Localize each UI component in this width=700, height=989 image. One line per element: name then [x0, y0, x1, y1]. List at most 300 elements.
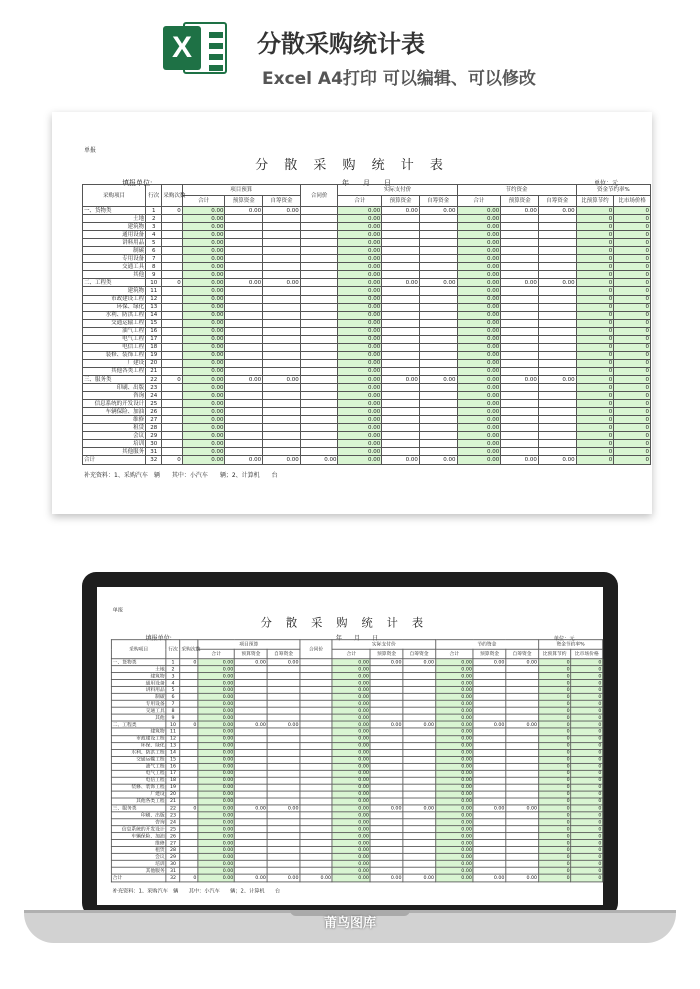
row-cell: 0.00 [457, 239, 501, 247]
purchase-table [111, 639, 603, 882]
row-cell [506, 701, 539, 708]
row-cell: 0.00 [198, 666, 235, 673]
row-cell: 0.00 [435, 791, 473, 798]
row-cell [235, 728, 268, 735]
row-cell: 0.00 [338, 456, 382, 464]
row-cell [403, 707, 436, 714]
row-cell [538, 392, 576, 400]
table-row [111, 714, 602, 721]
laptop-screen [97, 587, 603, 905]
row-cell: 0 [571, 833, 603, 840]
row-cell: 0.00 [198, 694, 235, 701]
table-row [83, 247, 651, 255]
row-cell: 0 [614, 359, 651, 367]
table-row [111, 707, 602, 714]
row-cell [538, 343, 576, 351]
header-budget-fund: 预算资金 [225, 196, 263, 207]
row-cell: 0.00 [338, 408, 382, 416]
row-cell [403, 833, 436, 840]
row-seq: 23 [146, 384, 162, 392]
row-cell [473, 728, 506, 735]
row-cell [382, 384, 420, 392]
row-cell: 0.00 [198, 756, 235, 763]
row-cell: 0.00 [332, 847, 370, 854]
row-item-name: 车辆保险、加油 [83, 408, 146, 416]
table-row [111, 798, 602, 805]
row-cell: 0.00 [338, 255, 382, 263]
table-row [111, 673, 602, 680]
row-cell [403, 735, 436, 742]
row-cell [235, 714, 268, 721]
row-cell: 0.00 [435, 673, 473, 680]
row-cell: 0.00 [435, 861, 473, 868]
row-count [162, 287, 182, 295]
row-cell [473, 826, 506, 833]
row-cell [403, 756, 436, 763]
row-cell: 0.00 [267, 805, 300, 812]
row-cell: 0.00 [457, 367, 501, 375]
row-seq: 12 [166, 735, 180, 742]
row-cell: 0 [614, 223, 651, 231]
row-cell: 0.00 [182, 367, 225, 375]
row-cell: 0.00 [332, 770, 370, 777]
row-cell: 0.00 [338, 375, 382, 383]
row-cell: 0.00 [435, 756, 473, 763]
date-label: 年 月 日 [335, 634, 379, 642]
row-count [180, 770, 198, 777]
row-cell: 0.00 [435, 714, 473, 721]
row-cell: 0.00 [198, 763, 235, 770]
row-cell [267, 777, 300, 784]
row-cell: 0 [576, 400, 614, 408]
row-cell: 0.00 [457, 448, 501, 456]
row-cell [300, 375, 338, 383]
row-item-name: 信息系统的开发设计 [83, 400, 146, 408]
row-cell: 0 [614, 247, 651, 255]
row-count [162, 408, 182, 416]
row-cell [538, 303, 576, 311]
row-cell: 0 [538, 798, 571, 805]
row-cell: 0.00 [457, 359, 501, 367]
row-cell [267, 673, 300, 680]
row-cell [300, 673, 333, 680]
row-item-name: 油气工程 [111, 763, 166, 770]
row-item-name: 培训 [83, 440, 146, 448]
row-cell: 0.00 [435, 847, 473, 854]
row-cell: 0.00 [457, 408, 501, 416]
row-cell [403, 777, 436, 784]
row-cell: 0 [538, 784, 571, 791]
row-cell: 0.00 [198, 742, 235, 749]
row-cell: 0 [571, 840, 603, 847]
row-count: 0 [162, 375, 182, 383]
row-cell: 0.00 [332, 875, 370, 882]
unit-label: 单位：元 [594, 180, 619, 187]
row-cell [538, 215, 576, 223]
row-cell [538, 295, 576, 303]
row-cell: 0.00 [332, 714, 370, 721]
row-cell [370, 742, 403, 749]
row-cell: 0.00 [538, 207, 576, 215]
row-cell [225, 271, 263, 279]
row-cell [501, 359, 539, 367]
row-cell: 0 [614, 384, 651, 392]
row-cell [263, 343, 301, 351]
row-cell: 0.00 [332, 701, 370, 708]
row-cell [501, 351, 539, 359]
row-seq: 28 [166, 847, 180, 854]
row-cell: 0.00 [435, 784, 473, 791]
row-cell [300, 784, 333, 791]
row-cell: 0.00 [435, 687, 473, 694]
row-cell: 0 [538, 666, 571, 673]
row-count: 0 [162, 456, 182, 464]
row-cell [419, 215, 457, 223]
row-cell [267, 694, 300, 701]
row-count: 0 [180, 875, 198, 882]
row-cell: 0.00 [332, 735, 370, 742]
row-cell [300, 247, 338, 255]
row-cell: 0.00 [182, 295, 225, 303]
row-cell: 0.00 [382, 375, 420, 383]
row-cell: 0 [571, 868, 603, 875]
row-seq: 11 [146, 287, 162, 295]
row-cell [267, 735, 300, 742]
banner-subtitle: Excel A4打印 可以编辑、可以修改 [262, 69, 536, 89]
row-cell: 0 [571, 763, 603, 770]
row-cell: 0.00 [182, 335, 225, 343]
table-row [111, 784, 602, 791]
row-cell: 0 [576, 327, 614, 335]
row-cell [403, 868, 436, 875]
row-count [162, 343, 182, 351]
row-cell: 0.00 [198, 680, 235, 687]
table-row [83, 392, 651, 400]
row-cell: 0 [614, 448, 651, 456]
row-cell: 0.00 [457, 271, 501, 279]
row-cell [300, 327, 338, 335]
row-cell: 0.00 [182, 392, 225, 400]
row-cell [506, 812, 539, 819]
table-row [111, 826, 602, 833]
table-row [83, 359, 651, 367]
row-cell [538, 247, 576, 255]
row-cell [419, 392, 457, 400]
table-row [111, 847, 602, 854]
row-cell [419, 448, 457, 456]
row-cell: 0.00 [419, 375, 457, 383]
row-cell: 0 [538, 749, 571, 756]
row-cell [225, 263, 263, 271]
table-row [83, 263, 651, 271]
table-body [83, 207, 651, 465]
row-cell: 0.00 [457, 255, 501, 263]
header-budget: 项目预算 [198, 640, 300, 650]
row-cell: 0.00 [182, 263, 225, 271]
table-row [83, 295, 651, 303]
row-cell: 0.00 [538, 375, 576, 383]
row-cell [382, 359, 420, 367]
row-cell [267, 763, 300, 770]
row-cell: 0.00 [501, 279, 539, 287]
row-cell: 0.00 [332, 812, 370, 819]
row-cell [225, 287, 263, 295]
row-cell: 0.00 [332, 833, 370, 840]
row-count [180, 791, 198, 798]
row-item-name: 土地 [111, 666, 166, 673]
row-cell: 0 [614, 440, 651, 448]
row-cell: 0.00 [182, 311, 225, 319]
table-row [83, 367, 651, 375]
table-row [111, 791, 602, 798]
row-cell [300, 701, 333, 708]
header-self-fund: 自筹资金 [419, 196, 457, 207]
header-total: 合计 [338, 196, 382, 207]
row-cell: 0.00 [338, 367, 382, 375]
row-item-name: 环保、绿化 [111, 742, 166, 749]
row-cell [538, 271, 576, 279]
row-cell [370, 728, 403, 735]
row-cell: 0.00 [338, 400, 382, 408]
row-cell [235, 784, 268, 791]
row-item-name: 合计 [111, 875, 166, 882]
row-cell [300, 400, 338, 408]
row-cell [300, 335, 338, 343]
row-item-name: 油气工程 [83, 327, 146, 335]
header-vs-budget: 比预算节约 [538, 649, 571, 659]
row-cell: 0.00 [182, 271, 225, 279]
row-cell: 0.00 [338, 432, 382, 440]
row-cell: 0.00 [225, 207, 263, 215]
row-cell [300, 279, 338, 287]
row-count [180, 701, 198, 708]
row-cell [473, 714, 506, 721]
row-count [180, 777, 198, 784]
row-cell: 0.00 [457, 343, 501, 351]
row-cell [382, 223, 420, 231]
row-cell [370, 798, 403, 805]
row-cell: 0 [538, 680, 571, 687]
row-cell [403, 770, 436, 777]
row-cell [419, 295, 457, 303]
row-cell [263, 271, 301, 279]
table-row [111, 756, 602, 763]
row-cell [473, 812, 506, 819]
row-cell: 0 [576, 271, 614, 279]
row-cell: 0 [614, 287, 651, 295]
row-cell [382, 287, 420, 295]
row-cell: 0 [576, 263, 614, 271]
row-cell [473, 666, 506, 673]
table-row [83, 231, 651, 239]
banner-title: 分散采购统计表 [257, 30, 425, 58]
row-cell: 0.00 [435, 770, 473, 777]
row-cell [225, 239, 263, 247]
row-seq: 7 [146, 255, 162, 263]
date-label: 年 月 日 [342, 179, 391, 187]
row-cell: 0.00 [435, 833, 473, 840]
row-cell [419, 263, 457, 271]
row-cell: 0.00 [435, 701, 473, 708]
table-row [83, 215, 651, 223]
row-cell [382, 351, 420, 359]
row-cell: 0 [614, 416, 651, 424]
row-cell [403, 749, 436, 756]
row-count [180, 728, 198, 735]
row-cell [538, 311, 576, 319]
row-cell [235, 694, 268, 701]
row-cell [235, 770, 268, 777]
row-count [162, 263, 182, 271]
row-cell [235, 707, 268, 714]
row-cell [473, 861, 506, 868]
row-cell: 0.00 [182, 400, 225, 408]
row-seq: 19 [146, 351, 162, 359]
row-cell [473, 833, 506, 840]
table-row [83, 351, 651, 359]
row-cell [382, 335, 420, 343]
row-cell [501, 408, 539, 416]
row-cell [506, 798, 539, 805]
row-cell [267, 798, 300, 805]
row-cell [473, 784, 506, 791]
row-cell [506, 833, 539, 840]
row-cell [225, 223, 263, 231]
row-cell [506, 742, 539, 749]
table-row [111, 770, 602, 777]
row-cell [263, 384, 301, 392]
row-cell [225, 247, 263, 255]
row-cell [419, 359, 457, 367]
row-seq: 1 [146, 207, 162, 215]
row-cell: 0.00 [182, 440, 225, 448]
row-cell [300, 215, 338, 223]
row-cell [300, 231, 338, 239]
row-cell: 0 [576, 416, 614, 424]
row-count [162, 359, 182, 367]
row-cell [370, 868, 403, 875]
row-cell: 0.00 [198, 861, 235, 868]
row-cell: 0.00 [338, 384, 382, 392]
row-cell: 0.00 [332, 680, 370, 687]
row-item-name: 厂建设 [83, 359, 146, 367]
row-cell: 0.00 [457, 335, 501, 343]
row-cell [300, 714, 333, 721]
table-row [83, 271, 651, 279]
row-cell [370, 749, 403, 756]
row-item-name: 咨询 [111, 819, 166, 826]
row-cell [506, 707, 539, 714]
row-cell [473, 707, 506, 714]
row-cell [419, 319, 457, 327]
table-row [111, 701, 602, 708]
row-seq: 24 [166, 819, 180, 826]
row-cell [267, 791, 300, 798]
row-cell [267, 833, 300, 840]
row-seq: 28 [146, 424, 162, 432]
row-item-name: 交通运输工程 [111, 756, 166, 763]
row-cell [300, 868, 333, 875]
table-row [111, 861, 602, 868]
row-cell: 0 [576, 392, 614, 400]
row-cell: 0.00 [332, 694, 370, 701]
row-count [180, 798, 198, 805]
row-cell [370, 680, 403, 687]
row-cell: 0.00 [332, 805, 370, 812]
row-cell: 0.00 [435, 742, 473, 749]
row-cell [263, 400, 301, 408]
fill-unit-label: 填报单位: [145, 634, 172, 642]
row-cell: 0.00 [338, 311, 382, 319]
table-row [111, 728, 602, 735]
row-cell: 0 [576, 456, 614, 464]
row-cell: 0 [576, 239, 614, 247]
row-cell: 0 [614, 279, 651, 287]
row-cell [267, 840, 300, 847]
row-cell [267, 687, 300, 694]
row-count [180, 666, 198, 673]
row-seq: 12 [146, 295, 162, 303]
row-cell: 0 [571, 826, 603, 833]
table-row [83, 207, 651, 215]
row-cell [300, 408, 338, 416]
row-cell [300, 367, 338, 375]
row-cell: 0.00 [435, 659, 473, 666]
row-cell [419, 287, 457, 295]
row-cell [473, 763, 506, 770]
header-budget-fund: 预算资金 [382, 196, 420, 207]
row-cell [267, 784, 300, 791]
row-cell: 0 [571, 714, 603, 721]
sheet-preview [52, 112, 652, 514]
row-cell [370, 707, 403, 714]
fill-unit-label: 填报单位: [122, 179, 153, 187]
row-item-name: 制碳 [111, 694, 166, 701]
row-cell [300, 812, 333, 819]
row-cell [225, 432, 263, 440]
row-cell [267, 728, 300, 735]
header-item: 采购项目 [83, 185, 146, 207]
sheet-title: 分 散 采 购 统 计 表 [255, 158, 449, 173]
row-cell [300, 666, 333, 673]
row-cell: 0.00 [332, 756, 370, 763]
row-cell [473, 777, 506, 784]
row-cell [501, 432, 539, 440]
row-cell: 0.00 [332, 728, 370, 735]
row-cell: 0 [538, 742, 571, 749]
row-seq: 11 [166, 728, 180, 735]
row-cell [300, 819, 333, 826]
row-cell [419, 400, 457, 408]
row-cell: 0.00 [235, 805, 268, 812]
row-cell [263, 367, 301, 375]
row-seq: 21 [146, 367, 162, 375]
table-row [111, 868, 602, 875]
row-cell [506, 728, 539, 735]
table-row [83, 384, 651, 392]
row-cell [403, 666, 436, 673]
row-cell: 0.00 [182, 287, 225, 295]
row-count [180, 868, 198, 875]
row-count [180, 763, 198, 770]
row-count [180, 742, 198, 749]
row-cell: 0.00 [332, 666, 370, 673]
row-cell [300, 424, 338, 432]
row-cell [419, 408, 457, 416]
row-cell: 0 [614, 327, 651, 335]
row-cell: 0.00 [198, 777, 235, 784]
row-cell [300, 303, 338, 311]
